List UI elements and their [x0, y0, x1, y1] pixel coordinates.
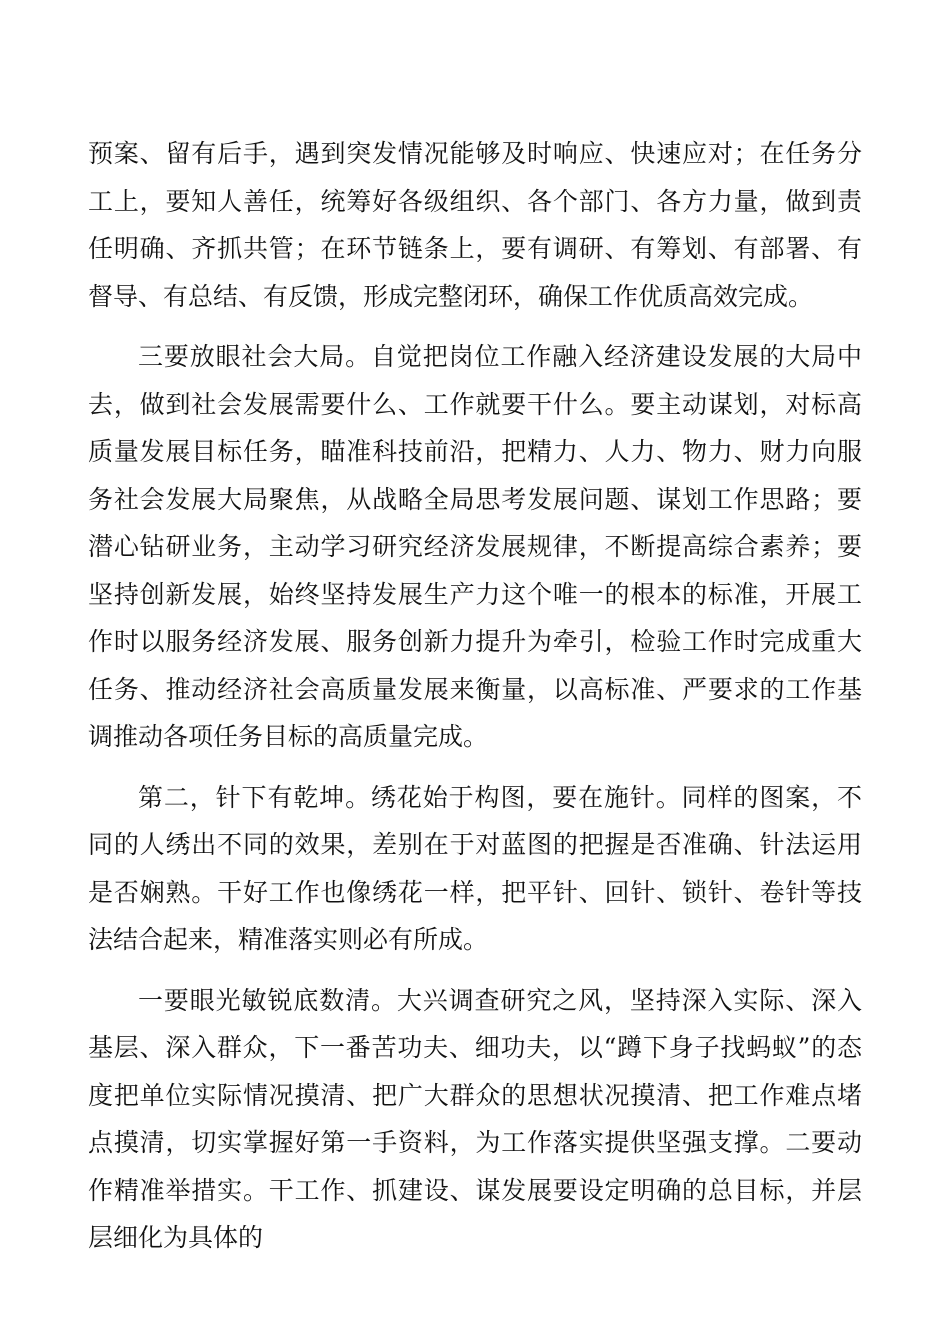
- paragraph-2: 三要放眼社会大局。自觉把岗位工作融入经济建设发展的大局中去，做到社会发展需要什么、工作就要干什么。要主动谋划，对标高质量发展目标任务，瞄准科技前沿，把精力、人力、物力、财力向服务社会发展大局聚焦，从战略全局思考发展问题、谋划工作思路；要潜心钻研业务，主动学习研究经济发展规律，不断提高综合素养；要坚持创新发展，始终坚持发展生产力这个唯一的根本的标准，开展工作时以服务经济发展、服务创新力提升为牵引，检验工作时完成重大任务、推动经济社会高质量发展来衡量，以高标准、严要求的工作基调推动各项任务目标的高质量完成。: [88, 342, 862, 751]
- paragraph-1: 预案、留有后手，遇到突发情况能够及时响应、快速应对；在任务分工上，要知人善任，统筹好各级组织、各个部门、各方力量，做到责任明确、齐抓共管；在环节链条上，要有调研、有筹划、有部署、有督导、有总结、有反馈，形成完整闭环，确保工作优质高效完成。: [88, 139, 862, 311]
- document-body: [88, 130, 862, 1275]
- paragraph-4: 一要眼光敏锐底数清。大兴调查研究之风，坚持深入实际、深入基层、深入群众，下一番苦功夫、细功夫，以“蹲下身子找蚂蚁”的态度把单位实际情况摸清、把广大群众的思想状况摸清、把工作难点堵点摸清，切实掌握好第一手资料，为工作落实提供坚强支撑。二要动作精准举措实。干工作、抓建设、谋发展要设定明确的总目标，并层层细化为具体的: [88, 985, 862, 1252]
- paragraph-3: 第二，针下有乾坤。绣花始于构图，要在施针。同样的图案，不同的人绣出不同的效果，差别在于对蓝图的把握是否准确、针法运用是否娴熟。干好工作也像绣花一样，把平针、回针、锁针、卷针等技法结合起来，精准落实则必有所成。: [88, 782, 862, 954]
